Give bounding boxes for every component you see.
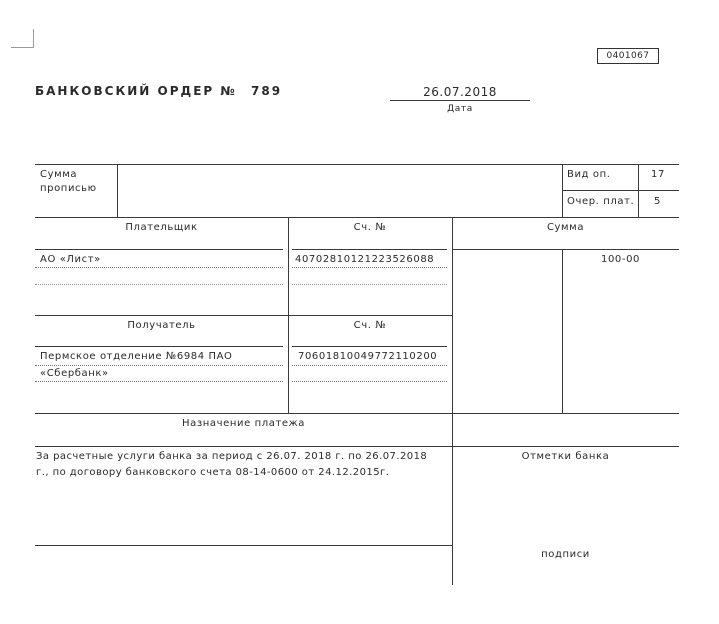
table-top-border [35,164,679,165]
op-block-divider [562,164,563,217]
recipient-account-dotted-2 [292,381,447,382]
payer-name: АО «Лист» [40,254,101,265]
purpose-header-line [35,446,679,447]
amount-words-label-1: Сумма [40,169,78,180]
purpose-bottom-border [35,545,452,546]
vid-op-label: Вид оп. [567,169,611,180]
order-number: 789 [251,84,283,98]
account2-header: Сч. № [353,320,387,331]
payer-dotted-1 [35,267,283,268]
payer-sum: 100-00 [600,254,641,265]
recipient-header: Получатель [127,320,196,331]
date-caption: Дата [447,104,473,114]
date-underline [390,100,530,101]
recipient-account: 70601810049772110200 [298,351,438,362]
sum-header-line [452,249,679,250]
recipient-name-line2: «Сбербанк» [40,368,109,379]
order-title: БАНКОВСКИЙ ОРДЕР № [35,84,237,98]
account-header: Сч. № [353,222,387,233]
page-corner-mark [11,29,34,48]
sum-inner-divider [562,250,563,413]
recipient-header-line [35,346,283,347]
recipient-account-dotted [292,365,447,366]
purpose-line1: За расчетные услуги банка за период с 26.07. 2018 г. по 26.07.2018 [36,451,428,462]
words-label-divider [117,164,118,217]
payer-block-bottom [35,315,452,316]
payer-header: Плательщик [125,222,198,233]
payer-account-dotted-2 [292,284,447,285]
signatures-label: подписи [541,549,590,560]
payer-dotted-2 [35,284,283,285]
payer-account: 40702810121223526088 [295,254,435,265]
op-value-divider [638,164,639,217]
purpose-top-border [35,413,679,414]
account2-header-line [292,346,447,347]
ocher-plat-value: 5 [654,196,661,207]
form-code: 0401067 [606,51,650,61]
sum-header: Сумма [546,222,585,233]
recipient-dotted-2 [35,381,283,382]
order-date: 26.07.2018 [423,85,497,99]
payer-account-dotted [292,267,447,268]
purpose-header: Назначение платежа [181,418,306,429]
recipient-dotted-1 [35,365,283,366]
words-row-bottom [35,217,679,218]
vid-op-value: 17 [651,169,665,180]
recipient-name-line1: Пермское отделение №6984 ПАО [40,351,233,362]
account-sum-divider [452,217,453,585]
ocher-plat-label: Очер. плат. [567,196,635,207]
account-header-line [292,249,447,250]
payer-header-line [35,249,283,250]
op-row-divider [562,190,679,191]
amount-words-label-2: прописью [40,183,97,194]
bank-marks-label: Отметки банка [521,451,610,462]
form-code-box [597,48,659,64]
page-title [35,84,282,98]
purpose-line2: г., по договору банковского счета 08-14-0600 от 24.12.2015г. [36,467,390,478]
